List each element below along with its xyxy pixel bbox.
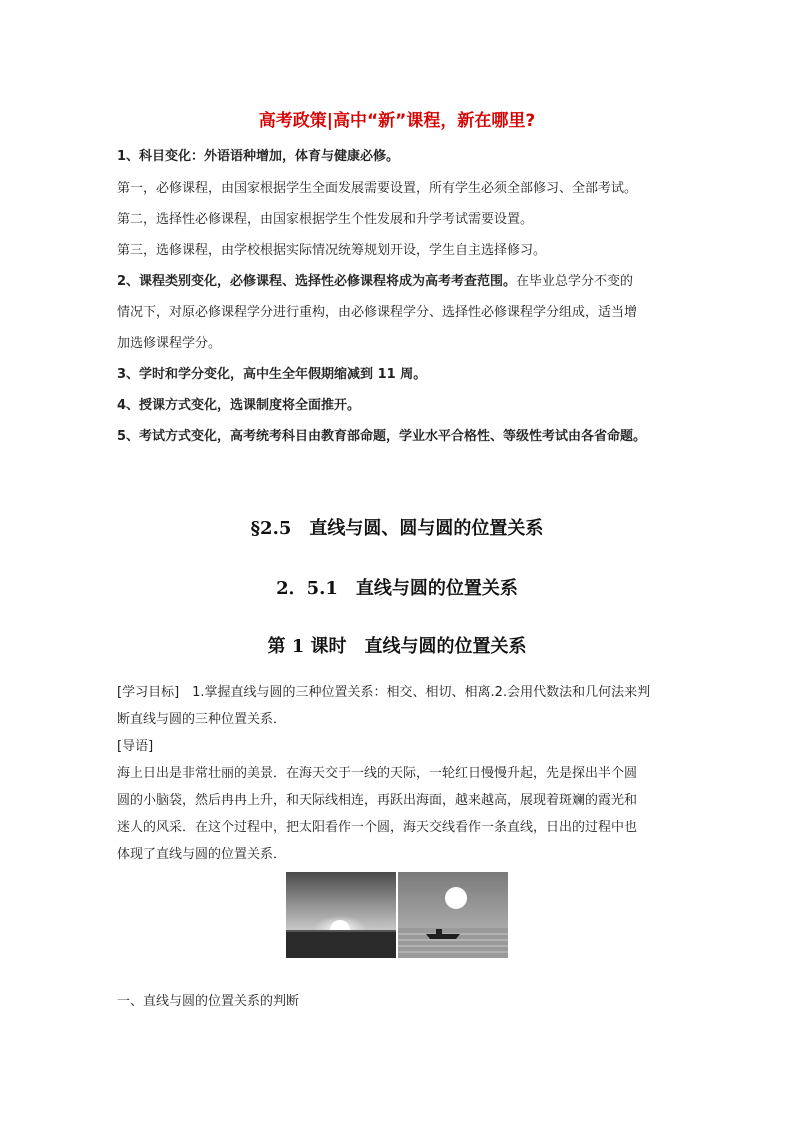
notice-item-4: 4、授课方式变化，选课制度将全面推开。 xyxy=(117,398,361,413)
notice-title: 高考政策|高中“新”课程，新在哪里? xyxy=(258,111,536,131)
notice-paragraph-2: 第二，选择性必修课程，由国家根据学生个性发展和升学考试需要设置。 xyxy=(117,212,534,227)
learning-goals-line-2: 断直线与圆的三种位置关系． xyxy=(117,712,287,727)
intro-line-4: 体现了直线与圆的位置关系． xyxy=(117,847,287,862)
lesson-title: 第 1 课时 直线与圆的位置关系 xyxy=(267,636,527,657)
notice-item-2-cont: 情况下，对原必修课程学分进行重构，由必修课程学分、选择性必修课程学分组成，适当增 xyxy=(117,305,638,320)
intro-line-3: 迷人的风采．在这个过程中，把太阳看作一个圆，海天交线看作一条直线，日出的过程中也 xyxy=(117,820,638,835)
notice-item-5: 5、考试方式变化，高考统考科目由教育部命题，学业水平合格性、等级性考试由各省命题。 xyxy=(117,429,647,444)
notice-item-3: 3、学时和学分变化，高中生全年假期缩减到 11 周。 xyxy=(117,367,427,382)
notice-item-2-rest: 在毕业总学分不变的 xyxy=(516,274,634,289)
part-1-heading: 一、直线与圆的位置关系的判断 xyxy=(117,994,300,1009)
subsection-heading: 2．5.1 直线与圆的位置关系 xyxy=(276,578,518,599)
section-heading: §2.5 直线与圆、圆与圆的位置关系 xyxy=(250,518,544,539)
sunrise-horizon-photo xyxy=(286,872,396,958)
notice-paragraph-3: 第三，选修课程，由学校根据实际情况统筹规划开设，学生自主选择修习。 xyxy=(117,243,547,258)
learning-goals-line-1: [学习目标] 1.掌握直线与圆的三种位置关系：相交、相切、相离.2.会用代数法和几何法来判 xyxy=(117,685,651,700)
notice-paragraph-1: 第一，必修课程，由国家根据学生全面发展需要设置，所有学生必须全部修习、全部考试。 xyxy=(117,181,638,196)
notice-item-2 xyxy=(117,273,687,291)
notice-item-2-bold: 2、课程类别变化，必修课程、选择性必修课程将成为高考考查范围。 xyxy=(117,274,517,289)
intro-label: [导语] xyxy=(117,739,154,754)
notice-item-1: 1、科目变化：外语语种增加，体育与健康必修。 xyxy=(117,149,400,164)
notice-item-2-cont2: 加选修课程学分。 xyxy=(117,336,222,351)
sun-boat-photo xyxy=(398,872,508,958)
intro-line-1: 海上日出是非常壮丽的美景．在海天交于一线的天际，一轮红日慢慢升起，先是探出半个圆 xyxy=(117,766,638,781)
intro-line-2: 圆的小脑袋，然后冉冉上升，和天际线相连，再跃出海面，越来越高，展现着斑斓的霞光和 xyxy=(117,793,638,808)
